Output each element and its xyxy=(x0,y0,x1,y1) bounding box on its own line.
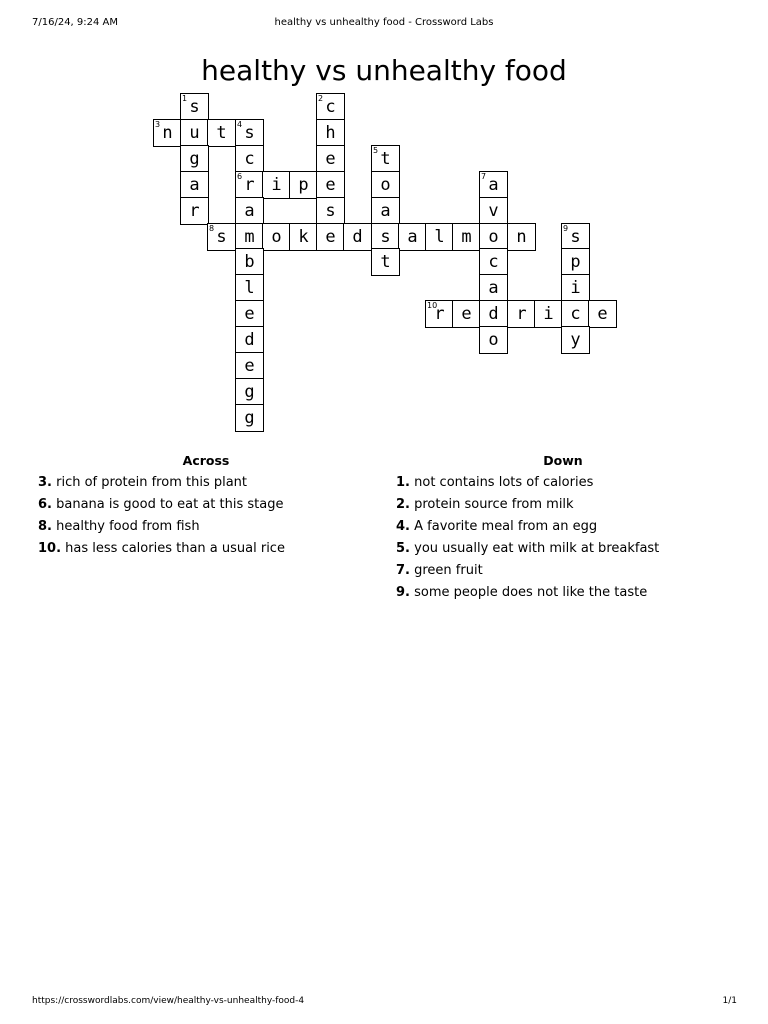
grid-cell[interactable] xyxy=(235,404,264,432)
across-clues xyxy=(38,453,368,560)
clue-item xyxy=(396,516,736,538)
clue-item-text: you usually eat with milk at breakfast xyxy=(414,541,660,556)
cell-letter: n xyxy=(162,123,173,143)
across-clue-list xyxy=(38,472,368,560)
grid-cell[interactable] xyxy=(180,119,209,147)
clue-item-number: 8. xyxy=(38,519,52,534)
clue-item-number: 5. xyxy=(396,541,410,556)
grid-cell[interactable] xyxy=(479,274,508,302)
clue-number: 3 xyxy=(155,120,161,129)
grid-cell[interactable] xyxy=(289,223,318,251)
grid-cell[interactable] xyxy=(235,352,264,380)
across-heading: Across xyxy=(182,453,230,468)
cell-letter: m xyxy=(461,227,472,247)
grid-cell[interactable] xyxy=(316,197,345,225)
cell-letter: y xyxy=(570,330,581,350)
grid-cell[interactable] xyxy=(316,145,345,173)
grid-cell[interactable] xyxy=(479,223,508,251)
puzzle-title: healthy vs unhealthy food xyxy=(201,53,567,87)
clue-number: 5 xyxy=(373,146,379,155)
clue-number: 1 xyxy=(182,94,188,103)
cell-letter: c xyxy=(325,97,336,117)
grid-cell[interactable] xyxy=(343,223,372,251)
cell-letter: e xyxy=(244,304,255,324)
cell-letter: i xyxy=(543,304,554,324)
grid-cell[interactable] xyxy=(479,326,508,354)
grid-cell[interactable] xyxy=(316,119,345,147)
grid-cell[interactable] xyxy=(316,171,345,199)
grid-cell[interactable] xyxy=(289,171,318,199)
clue-number: 9 xyxy=(563,224,569,233)
cell-letter: c xyxy=(244,149,255,169)
cell-letter: d xyxy=(352,227,363,247)
clue-item-text: healthy food from fish xyxy=(56,519,200,534)
cell-letter: o xyxy=(271,227,282,247)
clue-item xyxy=(38,472,368,494)
grid-cell[interactable] xyxy=(425,300,454,328)
grid-cell[interactable] xyxy=(479,197,508,225)
grid-cell[interactable] xyxy=(180,145,209,173)
down-clue-list xyxy=(396,472,736,604)
grid-cell[interactable] xyxy=(588,300,617,328)
clue-item xyxy=(396,472,736,494)
cell-letter: o xyxy=(488,330,499,350)
clue-number: 7 xyxy=(481,172,487,181)
cell-letter: e xyxy=(597,304,608,324)
cell-letter: c xyxy=(570,304,581,324)
cell-letter: s xyxy=(216,227,227,247)
cell-letter: g xyxy=(189,149,200,169)
cell-letter: p xyxy=(570,252,581,272)
grid-cell[interactable] xyxy=(235,274,264,302)
grid-cell[interactable] xyxy=(153,119,182,147)
clue-item xyxy=(396,582,736,604)
cell-letter: i xyxy=(271,175,282,195)
grid-cell[interactable] xyxy=(235,326,264,354)
grid-cell[interactable] xyxy=(398,223,427,251)
cell-letter: l xyxy=(434,227,445,247)
grid-cell[interactable] xyxy=(371,197,400,225)
clue-item xyxy=(38,494,368,516)
grid-cell[interactable] xyxy=(207,119,236,147)
grid-cell[interactable] xyxy=(371,145,400,173)
clue-number: 2 xyxy=(318,94,324,103)
clue-item-text: green fruit xyxy=(414,563,483,578)
cell-letter: e xyxy=(244,356,255,376)
cell-letter: o xyxy=(488,227,499,247)
cell-letter: k xyxy=(298,227,309,247)
print-url: https://crosswordlabs.com/view/healthy-vs-unhealthy-food-4 xyxy=(32,996,305,1006)
grid-cell[interactable] xyxy=(452,223,481,251)
clue-item-number: 4. xyxy=(396,519,410,534)
clue-item-text: A favorite meal from an egg xyxy=(414,519,598,534)
cell-letter: b xyxy=(244,252,255,272)
grid-cell[interactable] xyxy=(180,171,209,199)
grid-cell[interactable] xyxy=(180,93,209,121)
grid-cell[interactable] xyxy=(479,248,508,276)
clue-number: 6 xyxy=(237,172,243,181)
grid-cell[interactable] xyxy=(262,223,291,251)
cell-letter: s xyxy=(325,201,336,221)
grid-cell[interactable] xyxy=(507,300,536,328)
clue-item-number: 1. xyxy=(396,475,410,490)
grid-cell[interactable] xyxy=(180,197,209,225)
crossword-grid xyxy=(0,0,768,440)
cell-letter: a xyxy=(488,175,499,195)
print-page-count: 1/1 xyxy=(722,996,737,1006)
down-clues xyxy=(396,453,736,604)
cell-letter: s xyxy=(570,227,581,247)
grid-cell[interactable] xyxy=(479,300,508,328)
clue-item-number: 2. xyxy=(396,497,410,512)
cell-letter: o xyxy=(380,175,391,195)
cell-letter: l xyxy=(244,278,255,298)
grid-cell[interactable] xyxy=(479,171,508,199)
cell-letter: c xyxy=(488,252,499,272)
clue-item xyxy=(38,538,368,560)
cell-letter: r xyxy=(434,304,445,324)
grid-cell[interactable] xyxy=(316,93,345,121)
cell-letter: a xyxy=(380,201,391,221)
cell-letter: g xyxy=(244,382,255,402)
cell-letter: n xyxy=(516,227,527,247)
print-page-title: healthy vs unhealthy food - Crossword Labs xyxy=(274,17,494,28)
cell-letter: e xyxy=(325,175,336,195)
cell-letter: r xyxy=(244,175,255,195)
clue-number: 10 xyxy=(427,301,438,310)
grid-cell[interactable] xyxy=(316,223,345,251)
cell-letter: e xyxy=(325,149,336,169)
clue-item-text: not contains lots of calories xyxy=(414,475,594,490)
print-datetime: 7/16/24, 9:24 AM xyxy=(32,17,119,28)
clue-item-text: rich of protein from this plant xyxy=(56,475,248,490)
clue-item xyxy=(38,516,368,538)
grid-cell[interactable] xyxy=(561,300,590,328)
grid-cell[interactable] xyxy=(425,223,454,251)
clue-number: 4 xyxy=(237,120,243,129)
clue-item-text: protein source from milk xyxy=(414,497,574,512)
grid-cell[interactable] xyxy=(561,248,590,276)
clue-item-text: banana is good to eat at this stage xyxy=(56,497,284,512)
cell-letter: g xyxy=(244,408,255,428)
clue-item xyxy=(396,494,736,516)
clue-item-number: 3. xyxy=(38,475,52,490)
cell-letter: h xyxy=(325,123,336,143)
cell-letter: r xyxy=(516,304,527,324)
cell-letter: r xyxy=(189,201,200,221)
clue-number: 8 xyxy=(209,224,215,233)
cell-letter: t xyxy=(216,123,227,143)
cell-letter: v xyxy=(488,201,499,221)
cell-letter: a xyxy=(244,201,255,221)
cell-letter: i xyxy=(570,278,581,298)
cell-letter: s xyxy=(380,227,391,247)
cell-letter: a xyxy=(488,278,499,298)
cell-letter: s xyxy=(189,97,200,117)
grid-cell[interactable] xyxy=(371,223,400,251)
clue-item-text: has less calories than a usual rice xyxy=(65,541,285,556)
cell-letter: a xyxy=(189,175,200,195)
cell-letter: e xyxy=(325,227,336,247)
clue-item-number: 7. xyxy=(396,563,410,578)
grid-cell[interactable] xyxy=(235,223,264,251)
cell-letter: d xyxy=(244,330,255,350)
cell-letter: t xyxy=(380,149,391,169)
grid-cell[interactable] xyxy=(561,326,590,354)
cell-letter: a xyxy=(407,227,418,247)
cell-letter: e xyxy=(461,304,472,324)
cell-letter: d xyxy=(488,304,499,324)
grid-cell[interactable] xyxy=(207,223,236,251)
grid-cell[interactable] xyxy=(235,378,264,406)
clue-item-number: 10. xyxy=(38,541,62,556)
clue-item-number: 9. xyxy=(396,585,410,600)
cell-letter: s xyxy=(244,123,255,143)
cell-letter: p xyxy=(298,175,309,195)
clue-item xyxy=(396,560,736,582)
clue-item xyxy=(396,538,736,560)
grid-cell[interactable] xyxy=(534,300,563,328)
down-heading: Down xyxy=(543,453,583,468)
grid-cell[interactable] xyxy=(235,119,264,147)
clue-item-number: 6. xyxy=(38,497,52,512)
grid-cell[interactable] xyxy=(371,248,400,276)
grid-cell[interactable] xyxy=(235,171,264,199)
grid-cell[interactable] xyxy=(235,145,264,173)
cell-letter: t xyxy=(380,252,391,272)
grid-cell[interactable] xyxy=(235,197,264,225)
clue-item-text: some people does not like the taste xyxy=(414,585,648,600)
cell-letter: m xyxy=(244,227,255,247)
cell-letter: u xyxy=(189,123,200,143)
grid-cell[interactable] xyxy=(561,274,590,302)
grid-cell[interactable] xyxy=(452,300,481,328)
grid-cell[interactable] xyxy=(371,171,400,199)
grid-cell[interactable] xyxy=(561,223,590,251)
grid-cell[interactable] xyxy=(235,248,264,276)
grid-cell[interactable] xyxy=(262,171,291,199)
grid-cell[interactable] xyxy=(507,223,536,251)
grid-cell[interactable] xyxy=(235,300,264,328)
